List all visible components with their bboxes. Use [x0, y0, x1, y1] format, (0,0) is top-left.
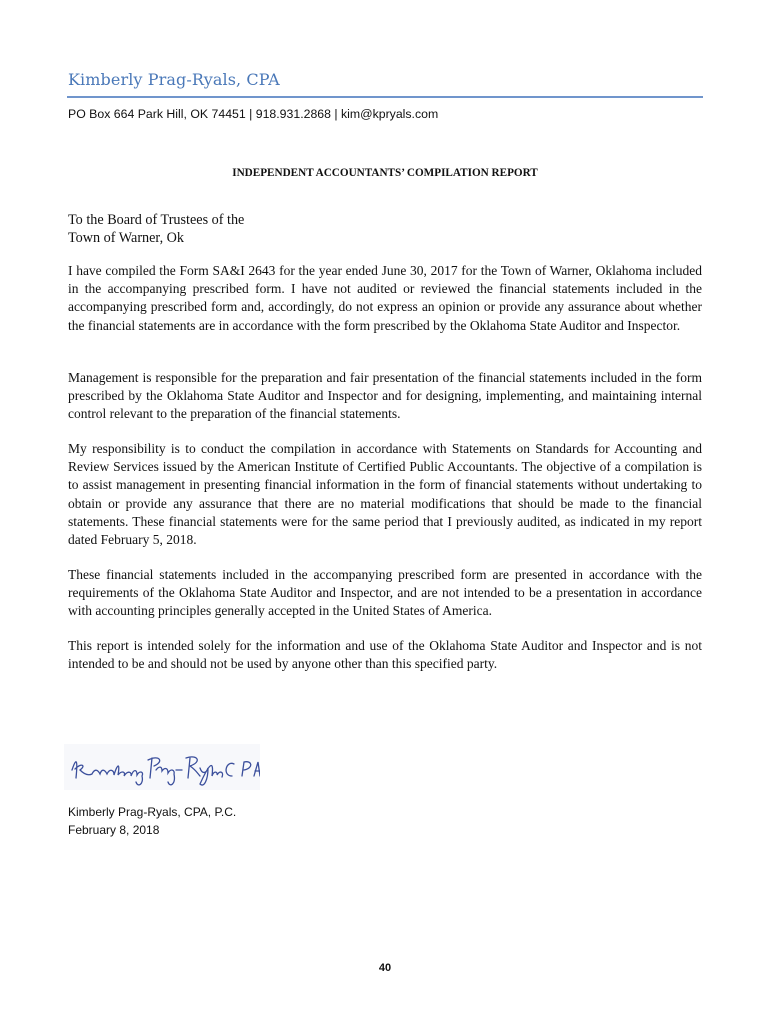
body-paragraph: I have compiled the Form SA&I 2643 for the year ended June 30, 2017 for the Town of Warner, Oklahoma included in the accompanying prescribed form. I have not audited or reviewed the financial statements included in the accompanying prescribed form and, accordingly, do not express an opinion or provide any assurance about whether the financial statements are in accordance with the form prescribed by the Oklahoma State Auditor and Inspector. — [68, 263, 702, 333]
signature-date: February 8, 2018 — [68, 823, 160, 837]
addressee-line: To the Board of Trustees of the — [68, 212, 245, 228]
signature-block — [68, 803, 236, 839]
body-paragraph: Management is responsible for the preparation and fair presentation of the financial statements included in the form prescribed by the Oklahoma State Auditor and Inspector and for designing, implementing, and maintaining internal control relevant to the preparation of the financial statements. — [68, 370, 702, 422]
contact-line: PO Box 664 Park Hill, OK 74451 | 918.931.2868 | kim@kpryals.com — [68, 107, 439, 121]
addressee-line: Town of Warner, Ok — [68, 230, 185, 246]
page-number: 40 — [378, 962, 392, 974]
header-divider — [67, 96, 703, 98]
firm-name: Kimberly Prag-Ryals, CPA — [68, 70, 280, 89]
signer-name: Kimberly Prag-Ryals, CPA, P.C. — [68, 805, 237, 819]
report-title: INDEPENDENT ACCOUNTANTS’ COMPILATION REPORT — [232, 167, 538, 179]
body-paragraph: My responsibility is to conduct the compilation in accordance with Statements on Standards for Accounting and Review Services issued by the American Institute of Certified Public Accountants. The objective of a compilation is to assist management in presenting financial information in the form of financial statements without undertaking to obtain or provide any assurance that there are no material modifications that should be made to the financial statements. These financial statements were for the same period that I previously audited, as indicated in my report dated February 5, 2018. — [68, 441, 702, 548]
handwritten-signature — [64, 744, 260, 790]
addressee — [68, 211, 244, 247]
body-paragraph: This report is intended solely for the information and use of the Oklahoma State Auditor and Inspector and is not intended to be and should not be used by anyone other than this specified party. — [68, 638, 702, 672]
body-paragraph: These financial statements included in the accompanying prescribed form are presented in accordance with the requirements of the Oklahoma State Auditor and Inspector, and are not intended to be a presentation in accordance with accounting principles generally accepted in the United States of America. — [68, 567, 702, 619]
